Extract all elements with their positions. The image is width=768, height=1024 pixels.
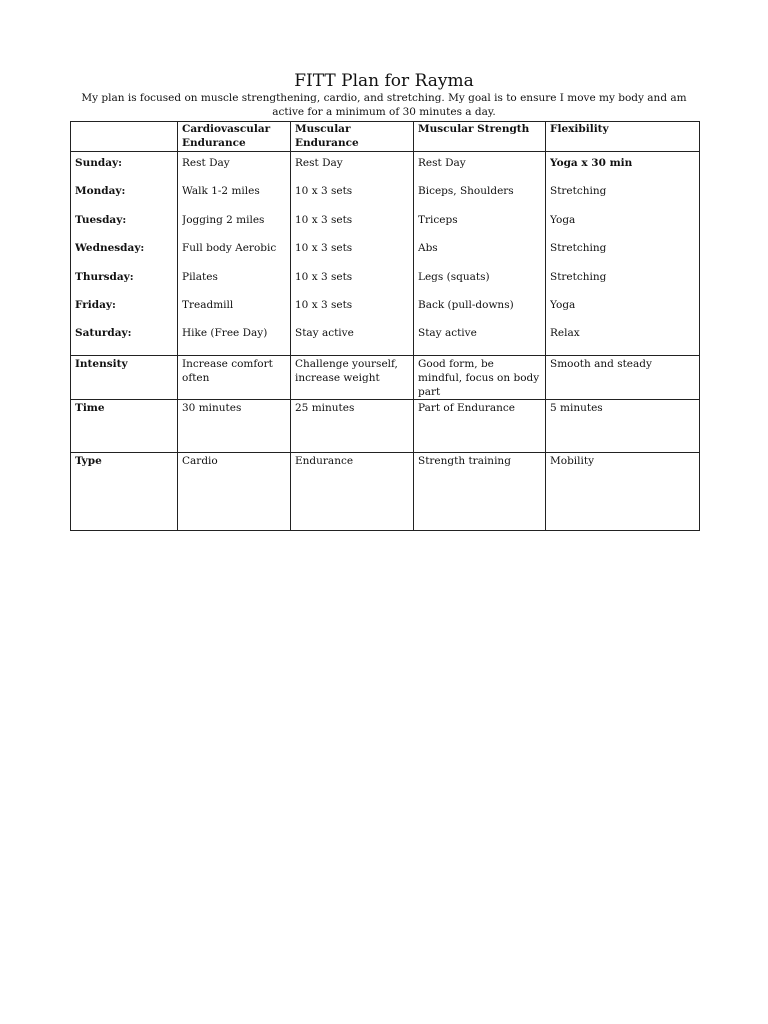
strength-entry: Rest Day xyxy=(418,157,466,169)
intensity-cardio: Increase comfort often xyxy=(178,355,291,399)
strength-entry: Abs xyxy=(418,242,438,255)
cardio-entry: Rest Day xyxy=(182,157,230,169)
intensity-flexibility: Smooth and steady xyxy=(546,355,700,399)
flexibility-days-cell xyxy=(546,152,700,356)
header-row xyxy=(71,122,700,152)
time-strength: Part of Endurance xyxy=(414,399,546,452)
strength-days-cell xyxy=(414,152,546,356)
day-label: Thursday: xyxy=(75,270,134,283)
cardio-entry: Treadmill xyxy=(182,298,234,311)
endurance-entry: Rest Day xyxy=(295,157,343,169)
cardio-entry: Pilates xyxy=(182,270,218,283)
fitt-table xyxy=(70,121,700,531)
header-endurance: Muscular Endurance xyxy=(291,122,414,152)
cardio-entry: Full body Aerobic xyxy=(182,242,277,255)
day-labels-cell xyxy=(71,152,178,356)
intensity-label: Intensity xyxy=(71,355,178,399)
flexibility-entry: Stretching xyxy=(550,242,607,255)
day-label: Monday: xyxy=(75,185,126,198)
day-label: Wednesday: xyxy=(75,242,145,255)
time-flexibility: 5 minutes xyxy=(546,399,700,452)
strength-entry: Legs (squats) xyxy=(418,270,490,283)
flexibility-entry: Yoga xyxy=(550,213,576,226)
time-row xyxy=(71,399,700,452)
time-endurance: 25 minutes xyxy=(291,399,414,452)
endurance-entry: Stay active xyxy=(295,327,354,340)
intensity-endurance: Challenge yourself, increase weight xyxy=(291,355,414,399)
endurance-entry: 10 x 3 sets xyxy=(295,298,353,311)
header-cardio: Cardiovascular Endurance xyxy=(178,122,291,152)
days-row xyxy=(71,152,700,356)
cardio-entry: Jogging 2 miles xyxy=(182,213,265,226)
strength-entry: Back (pull-downs) xyxy=(418,298,514,311)
flexibility-entry: Relax xyxy=(550,327,580,340)
header-strength: Muscular Strength xyxy=(414,122,546,152)
type-endurance: Endurance xyxy=(291,452,414,530)
cardio-days-cell xyxy=(178,152,291,356)
header-flexibility: Flexibility xyxy=(546,122,700,152)
type-row xyxy=(71,452,700,530)
flexibility-entry: Yoga xyxy=(550,298,576,311)
endurance-entry: 10 x 3 sets xyxy=(295,242,353,255)
endurance-entry: 10 x 3 sets xyxy=(295,185,353,198)
page-title: FITT Plan for Rayma xyxy=(294,71,474,91)
day-label: Tuesday: xyxy=(75,213,127,226)
strength-entry: Biceps, Shoulders xyxy=(418,185,514,198)
day-label: Friday: xyxy=(75,298,116,311)
endurance-entry: 10 x 3 sets xyxy=(295,213,353,226)
cardio-entry: Hike (Free Day) xyxy=(182,327,268,340)
strength-entry: Triceps xyxy=(418,213,458,226)
time-label: Time xyxy=(71,399,178,452)
endurance-days-cell xyxy=(291,152,414,356)
type-strength: Strength training xyxy=(414,452,546,530)
intro-paragraph: My plan is focused on muscle strengthening, cardio, and stretching. My goal is to ensure I move my body and am active for a minimum of 30 minutes a day. xyxy=(81,92,687,118)
intensity-strength: Good form, be mindful, focus on body part xyxy=(414,355,546,399)
type-label: Type xyxy=(71,452,178,530)
flexibility-entry: Yoga x 30 min xyxy=(550,157,633,169)
day-label: Saturday: xyxy=(75,327,132,340)
cardio-entry: Walk 1-2 miles xyxy=(182,185,260,198)
intensity-row xyxy=(71,355,700,399)
type-flexibility: Mobility xyxy=(546,452,700,530)
day-label: Sunday: xyxy=(75,157,122,169)
strength-entry: Stay active xyxy=(418,327,477,340)
header-empty-cell xyxy=(71,122,178,152)
type-cardio: Cardio xyxy=(178,452,291,530)
time-cardio: 30 minutes xyxy=(178,399,291,452)
flexibility-entry: Stretching xyxy=(550,270,607,283)
flexibility-entry: Stretching xyxy=(550,185,607,198)
endurance-entry: 10 x 3 sets xyxy=(295,270,353,283)
